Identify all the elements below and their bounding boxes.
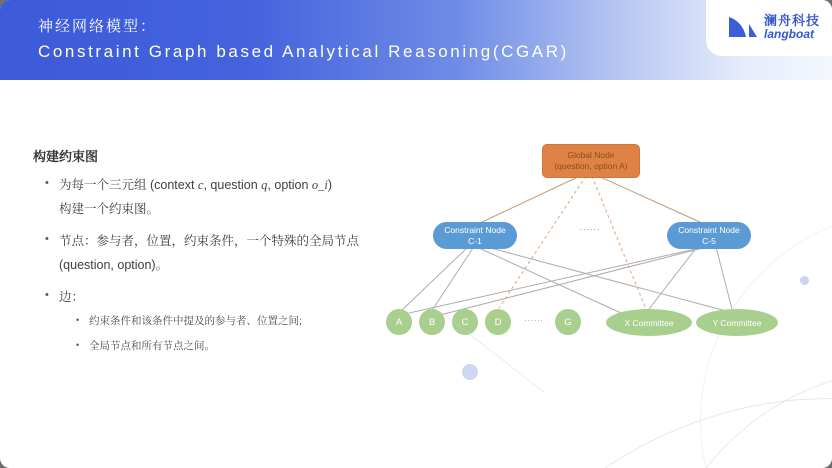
edge-global-xcommittee (592, 176, 646, 309)
participant-node-g: G (555, 309, 581, 335)
logo (727, 12, 820, 43)
notes-heading: 构建约束图 (33, 149, 99, 164)
participant-node-d: D (485, 309, 511, 335)
notes-list (33, 173, 385, 357)
bullet-nodes: • 节点：参与者，位置，约束条件，一个特殊的全局节点(question, option)。 (59, 229, 371, 278)
edge-c1-a (401, 247, 468, 311)
slide-title-zh: 神经网络模型： (38, 18, 158, 35)
bullet-triple (59, 173, 371, 222)
sub-bullet-global-edges: • 全局节点和所有节点之间。 (89, 336, 349, 357)
logo-text (764, 14, 820, 41)
edge-global-c5 (596, 175, 702, 223)
edge-c5-ycommittee (716, 247, 732, 309)
logo-company-name: 澜舟科技 (763, 12, 820, 28)
participant-node-b: B (419, 309, 445, 335)
participant-node-c: C (452, 309, 478, 335)
sailboat-logo-icon (727, 12, 757, 43)
var-q: q (261, 178, 268, 192)
edge-c1-ycommittee (483, 246, 726, 311)
edge-c5-a (409, 248, 700, 313)
global-node (542, 144, 640, 178)
edge-c5-xcommittee (649, 247, 697, 309)
edge-c5-b (440, 248, 703, 315)
decorative-dot-small (800, 276, 809, 285)
notes-panel (33, 146, 385, 364)
slide-title-en: Constraint Graph based Analytical Reasoning(CGAR) (38, 42, 569, 61)
bullet-edges: • 边： • 约束条件和该条件中提及的参与者、位置之间; • 全局节点和所有节点之间。 (59, 285, 371, 357)
decorative-dot-large (462, 364, 478, 380)
bullet-triple-line2: 构建一个约束图。 (59, 202, 160, 217)
edge-c1-b (431, 248, 473, 312)
constraint-node-c5: Constraint Node C-5 (667, 222, 751, 249)
position-node-x-committee: X Committee (606, 309, 692, 336)
edge-global-c1 (480, 175, 582, 223)
sub-bullet-constraint-edges: • 约束条件和该条件中提及的参与者、位置之间; (89, 311, 349, 332)
header (0, 0, 832, 80)
global-node-subtitle: (question, option A) (554, 161, 628, 171)
constraint-node-c1: Constraint Node C-1 (433, 222, 517, 249)
var-oi: o_i (311, 178, 328, 192)
logo-brand-name: langboat (763, 27, 814, 42)
ellipsis-participant-nodes: ...... (524, 314, 544, 323)
global-node-title: Global Node (567, 149, 615, 160)
bullet-triple-line1: • 为每一个三元组 (context c, question q, option o_i) (59, 178, 333, 192)
edges-sublist (59, 311, 371, 357)
ellipsis-constraint-nodes: ...... (579, 222, 601, 232)
participant-node-a: A (386, 309, 412, 335)
var-c: c (197, 178, 204, 192)
edge-c1-xcommittee (479, 248, 621, 313)
position-node-y-committee: Y Committee (696, 309, 778, 336)
